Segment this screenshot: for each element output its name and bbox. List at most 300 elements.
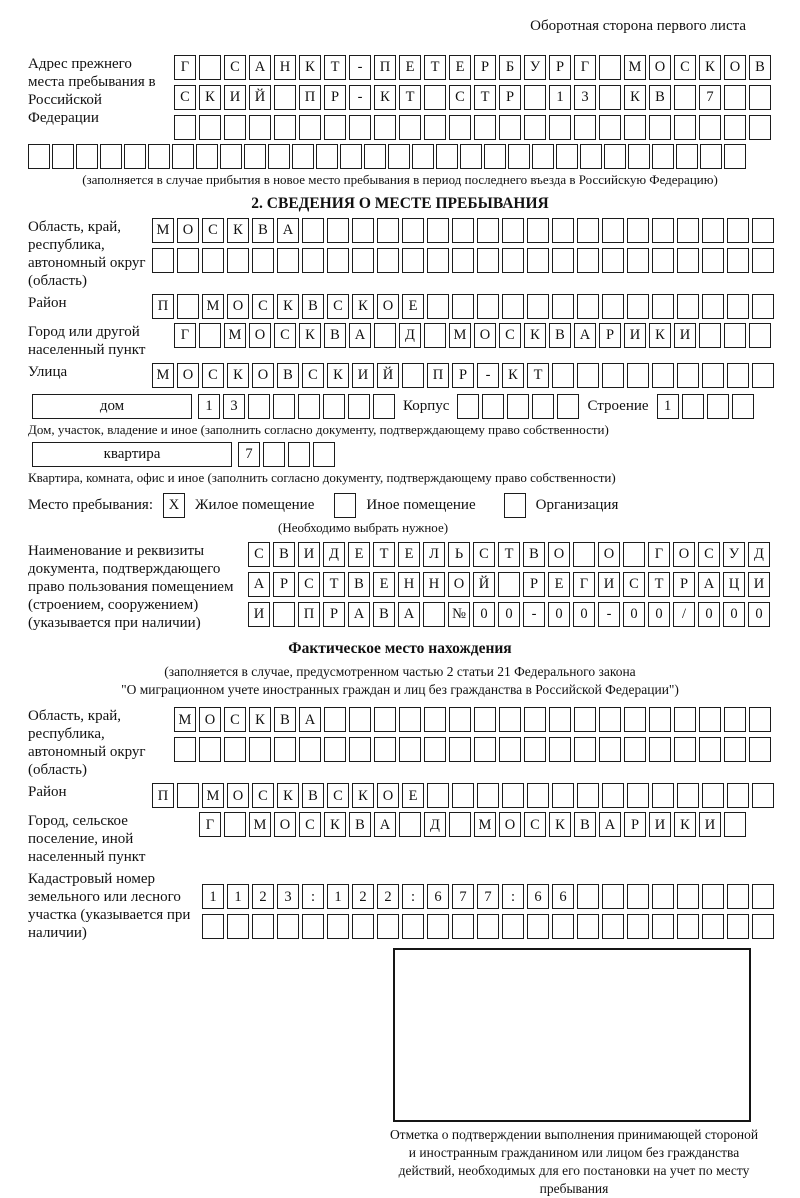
char-box[interactable]: С — [202, 363, 224, 388]
char-box[interactable] — [424, 115, 446, 140]
char-box[interactable] — [652, 294, 674, 319]
char-box[interactable]: К — [649, 323, 671, 348]
char-box[interactable]: Р — [324, 85, 346, 110]
char-box[interactable] — [677, 294, 699, 319]
char-box[interactable]: М — [249, 812, 271, 837]
char-box[interactable]: Т — [324, 55, 346, 80]
char-box[interactable]: А — [348, 602, 370, 627]
char-box[interactable]: С — [524, 812, 546, 837]
checkbox-organizatsiya[interactable] — [504, 493, 526, 518]
char-box[interactable] — [352, 248, 374, 273]
char-box[interactable] — [752, 914, 774, 939]
char-box[interactable]: 0 — [573, 602, 595, 627]
char-box[interactable] — [202, 248, 224, 273]
char-box[interactable] — [299, 115, 321, 140]
char-box[interactable] — [399, 812, 421, 837]
char-box[interactable]: П — [152, 783, 174, 808]
char-box[interactable]: Д — [399, 323, 421, 348]
char-box[interactable] — [702, 248, 724, 273]
char-box[interactable] — [199, 115, 221, 140]
char-box[interactable]: А — [374, 812, 396, 837]
char-box[interactable] — [724, 707, 746, 732]
char-box[interactable] — [602, 294, 624, 319]
char-box[interactable] — [224, 115, 246, 140]
char-box[interactable] — [557, 394, 579, 419]
char-box[interactable]: Т — [498, 542, 520, 567]
char-box[interactable]: 2 — [352, 884, 374, 909]
char-box[interactable] — [577, 363, 599, 388]
char-box[interactable]: Т — [399, 85, 421, 110]
char-box[interactable] — [452, 248, 474, 273]
char-box[interactable] — [549, 737, 571, 762]
char-box[interactable] — [549, 707, 571, 732]
char-box[interactable] — [752, 218, 774, 243]
char-box[interactable]: С — [202, 218, 224, 243]
char-box[interactable] — [224, 812, 246, 837]
char-box[interactable]: К — [277, 294, 299, 319]
char-box[interactable] — [604, 144, 626, 169]
char-box[interactable] — [220, 144, 242, 169]
char-box[interactable]: В — [324, 323, 346, 348]
char-box[interactable]: И — [748, 572, 770, 597]
char-box[interactable]: О — [673, 542, 695, 567]
char-box[interactable]: С — [252, 783, 274, 808]
char-box[interactable]: : — [402, 884, 424, 909]
char-box[interactable] — [377, 914, 399, 939]
char-box[interactable] — [727, 218, 749, 243]
char-box[interactable] — [602, 914, 624, 939]
char-box[interactable]: А — [574, 323, 596, 348]
char-box[interactable]: В — [277, 363, 299, 388]
char-box[interactable] — [727, 884, 749, 909]
char-box[interactable] — [599, 707, 621, 732]
char-box[interactable] — [427, 914, 449, 939]
char-box[interactable] — [732, 394, 754, 419]
char-box[interactable] — [100, 144, 122, 169]
char-box[interactable] — [274, 85, 296, 110]
char-box[interactable] — [457, 394, 479, 419]
char-box[interactable] — [727, 294, 749, 319]
char-box[interactable] — [424, 85, 446, 110]
char-box[interactable] — [449, 707, 471, 732]
char-box[interactable] — [263, 442, 285, 467]
char-box[interactable]: И — [598, 572, 620, 597]
char-box[interactable] — [249, 737, 271, 762]
char-box[interactable] — [727, 783, 749, 808]
char-box[interactable] — [552, 248, 574, 273]
char-box[interactable] — [752, 783, 774, 808]
char-box[interactable] — [652, 218, 674, 243]
char-box[interactable] — [244, 144, 266, 169]
char-box[interactable]: И — [674, 323, 696, 348]
char-box[interactable]: И — [699, 812, 721, 837]
char-box[interactable] — [624, 737, 646, 762]
char-box[interactable] — [599, 115, 621, 140]
char-box[interactable]: М — [224, 323, 246, 348]
char-box[interactable]: С — [623, 572, 645, 597]
char-box[interactable] — [552, 914, 574, 939]
char-box[interactable] — [602, 218, 624, 243]
char-box[interactable]: Т — [424, 55, 446, 80]
checkbox-zhiloe[interactable]: X — [163, 493, 185, 518]
char-box[interactable]: 0 — [698, 602, 720, 627]
char-box[interactable]: Р — [673, 572, 695, 597]
char-box[interactable]: Д — [748, 542, 770, 567]
char-box[interactable]: 0 — [748, 602, 770, 627]
char-box[interactable]: И — [298, 542, 320, 567]
char-box[interactable] — [452, 914, 474, 939]
char-box[interactable] — [316, 144, 338, 169]
char-box[interactable] — [423, 602, 445, 627]
char-box[interactable] — [573, 542, 595, 567]
char-box[interactable] — [724, 115, 746, 140]
char-box[interactable]: С — [248, 542, 270, 567]
char-box[interactable]: К — [699, 55, 721, 80]
char-box[interactable] — [527, 914, 549, 939]
char-box[interactable] — [277, 248, 299, 273]
char-box[interactable] — [436, 144, 458, 169]
char-box[interactable] — [627, 783, 649, 808]
char-box[interactable] — [577, 783, 599, 808]
char-box[interactable] — [532, 144, 554, 169]
char-box[interactable]: К — [549, 812, 571, 837]
char-box[interactable] — [724, 812, 746, 837]
char-box[interactable] — [677, 884, 699, 909]
char-box[interactable] — [352, 218, 374, 243]
char-box[interactable]: В — [252, 218, 274, 243]
char-box[interactable]: С — [698, 542, 720, 567]
char-box[interactable] — [152, 248, 174, 273]
char-box[interactable] — [652, 884, 674, 909]
char-box[interactable] — [677, 914, 699, 939]
char-box[interactable]: Е — [449, 55, 471, 80]
char-box[interactable] — [474, 737, 496, 762]
char-box[interactable]: Р — [323, 602, 345, 627]
char-box[interactable]: С — [499, 323, 521, 348]
char-box[interactable]: М — [202, 783, 224, 808]
char-box[interactable]: М — [624, 55, 646, 80]
char-box[interactable] — [427, 783, 449, 808]
char-box[interactable] — [577, 914, 599, 939]
char-box[interactable]: Д — [424, 812, 446, 837]
char-box[interactable]: 1 — [227, 884, 249, 909]
char-box[interactable] — [477, 294, 499, 319]
char-box[interactable] — [402, 363, 424, 388]
char-box[interactable]: С — [299, 812, 321, 837]
char-box[interactable] — [752, 884, 774, 909]
char-box[interactable] — [124, 144, 146, 169]
char-box[interactable]: С — [473, 542, 495, 567]
char-box[interactable]: К — [277, 783, 299, 808]
char-box[interactable]: Й — [249, 85, 271, 110]
char-box[interactable] — [752, 363, 774, 388]
char-box[interactable]: Й — [473, 572, 495, 597]
char-box[interactable]: Д — [323, 542, 345, 567]
char-box[interactable] — [172, 144, 194, 169]
char-box[interactable] — [707, 394, 729, 419]
char-box[interactable] — [364, 144, 386, 169]
char-box[interactable] — [273, 394, 295, 419]
char-box[interactable] — [76, 144, 98, 169]
char-box[interactable]: 2 — [252, 884, 274, 909]
char-box[interactable] — [552, 363, 574, 388]
char-box[interactable]: А — [277, 218, 299, 243]
char-box[interactable] — [424, 737, 446, 762]
char-box[interactable] — [177, 294, 199, 319]
char-box[interactable]: К — [327, 363, 349, 388]
char-box[interactable]: Р — [474, 55, 496, 80]
char-box[interactable] — [556, 144, 578, 169]
char-box[interactable] — [248, 394, 270, 419]
char-box[interactable] — [524, 707, 546, 732]
char-box[interactable]: Р — [549, 55, 571, 80]
char-box[interactable] — [702, 218, 724, 243]
char-box[interactable]: В — [549, 323, 571, 348]
char-box[interactable] — [577, 884, 599, 909]
char-box[interactable]: - — [477, 363, 499, 388]
char-box[interactable] — [702, 884, 724, 909]
char-box[interactable]: Е — [399, 55, 421, 80]
char-box[interactable] — [402, 218, 424, 243]
char-box[interactable] — [52, 144, 74, 169]
char-box[interactable] — [724, 737, 746, 762]
char-box[interactable]: В — [649, 85, 671, 110]
char-box[interactable] — [527, 783, 549, 808]
char-box[interactable]: М — [474, 812, 496, 837]
char-box[interactable] — [627, 218, 649, 243]
char-box[interactable]: Е — [402, 783, 424, 808]
char-box[interactable] — [302, 218, 324, 243]
char-box[interactable]: Р — [624, 812, 646, 837]
char-box[interactable] — [508, 144, 530, 169]
char-box[interactable] — [288, 442, 310, 467]
char-box[interactable]: А — [299, 707, 321, 732]
char-box[interactable] — [552, 294, 574, 319]
char-box[interactable] — [702, 294, 724, 319]
char-box[interactable] — [477, 248, 499, 273]
char-box[interactable] — [274, 115, 296, 140]
char-box[interactable]: Е — [548, 572, 570, 597]
char-box[interactable] — [477, 783, 499, 808]
char-box[interactable] — [502, 914, 524, 939]
char-box[interactable] — [674, 85, 696, 110]
char-box[interactable]: О — [252, 363, 274, 388]
char-box[interactable]: И — [248, 602, 270, 627]
char-box[interactable]: Г — [573, 572, 595, 597]
char-box[interactable] — [574, 115, 596, 140]
char-box[interactable] — [552, 218, 574, 243]
char-box[interactable]: Е — [402, 294, 424, 319]
char-box[interactable]: С — [224, 55, 246, 80]
char-box[interactable] — [527, 294, 549, 319]
char-box[interactable] — [474, 115, 496, 140]
char-box[interactable] — [624, 707, 646, 732]
char-box[interactable] — [452, 783, 474, 808]
char-box[interactable] — [452, 218, 474, 243]
char-box[interactable]: Г — [574, 55, 596, 80]
char-box[interactable] — [399, 707, 421, 732]
char-box[interactable]: В — [749, 55, 771, 80]
char-box[interactable]: О — [598, 542, 620, 567]
char-box[interactable] — [402, 248, 424, 273]
char-box[interactable]: М — [152, 218, 174, 243]
char-box[interactable] — [502, 294, 524, 319]
char-box[interactable]: 3 — [223, 394, 245, 419]
char-box[interactable]: Т — [474, 85, 496, 110]
char-box[interactable]: Р — [599, 323, 621, 348]
char-box[interactable] — [327, 248, 349, 273]
char-box[interactable]: О — [548, 542, 570, 567]
char-box[interactable] — [424, 323, 446, 348]
char-box[interactable]: М — [174, 707, 196, 732]
char-box[interactable] — [727, 363, 749, 388]
char-box[interactable]: У — [723, 542, 745, 567]
char-box[interactable]: Г — [174, 323, 196, 348]
char-box[interactable]: Р — [499, 85, 521, 110]
char-box[interactable]: О — [377, 783, 399, 808]
char-box[interactable] — [524, 85, 546, 110]
char-box[interactable] — [599, 737, 621, 762]
char-box[interactable]: В — [302, 294, 324, 319]
char-box[interactable]: 1 — [202, 884, 224, 909]
char-box[interactable] — [199, 323, 221, 348]
char-box[interactable] — [749, 323, 771, 348]
char-box[interactable] — [252, 248, 274, 273]
char-box[interactable]: 3 — [277, 884, 299, 909]
char-box[interactable]: Й — [377, 363, 399, 388]
char-box[interactable]: 6 — [427, 884, 449, 909]
char-box[interactable]: Т — [648, 572, 670, 597]
char-box[interactable] — [524, 737, 546, 762]
char-box[interactable]: С — [298, 572, 320, 597]
char-box[interactable] — [652, 248, 674, 273]
char-box[interactable] — [677, 248, 699, 273]
char-box[interactable] — [699, 707, 721, 732]
char-box[interactable] — [649, 707, 671, 732]
char-box[interactable] — [424, 707, 446, 732]
char-box[interactable]: Е — [398, 542, 420, 567]
char-box[interactable]: В — [302, 783, 324, 808]
char-box[interactable] — [527, 248, 549, 273]
char-box[interactable] — [627, 294, 649, 319]
char-box[interactable]: О — [724, 55, 746, 80]
char-box[interactable] — [749, 115, 771, 140]
char-box[interactable] — [377, 248, 399, 273]
char-box[interactable] — [199, 737, 221, 762]
char-box[interactable] — [174, 737, 196, 762]
char-box[interactable] — [374, 707, 396, 732]
char-box[interactable]: К — [227, 363, 249, 388]
char-box[interactable]: 7 — [452, 884, 474, 909]
char-box[interactable] — [352, 914, 374, 939]
char-box[interactable] — [177, 783, 199, 808]
char-box[interactable] — [652, 914, 674, 939]
char-box[interactable]: Г — [199, 812, 221, 837]
char-box[interactable]: А — [248, 572, 270, 597]
char-box[interactable] — [227, 914, 249, 939]
char-box[interactable]: П — [298, 602, 320, 627]
char-box[interactable] — [502, 248, 524, 273]
char-box[interactable]: 0 — [498, 602, 520, 627]
char-box[interactable]: О — [177, 363, 199, 388]
char-box[interactable] — [477, 914, 499, 939]
char-box[interactable]: О — [274, 812, 296, 837]
char-box[interactable] — [202, 914, 224, 939]
char-box[interactable] — [652, 783, 674, 808]
char-box[interactable] — [674, 707, 696, 732]
char-box[interactable]: Т — [373, 542, 395, 567]
char-box[interactable] — [298, 394, 320, 419]
char-box[interactable]: 0 — [648, 602, 670, 627]
char-box[interactable] — [449, 115, 471, 140]
char-box[interactable]: С — [174, 85, 196, 110]
char-box[interactable]: Н — [398, 572, 420, 597]
char-box[interactable] — [482, 394, 504, 419]
char-box[interactable]: М — [202, 294, 224, 319]
char-box[interactable] — [580, 144, 602, 169]
char-box[interactable] — [702, 783, 724, 808]
char-box[interactable] — [273, 602, 295, 627]
char-box[interactable]: У — [524, 55, 546, 80]
char-box[interactable] — [388, 144, 410, 169]
char-box[interactable] — [249, 115, 271, 140]
kvartira-type-box[interactable]: квартира — [32, 442, 232, 467]
char-box[interactable] — [724, 85, 746, 110]
char-box[interactable] — [477, 218, 499, 243]
char-box[interactable] — [752, 294, 774, 319]
char-box[interactable]: И — [224, 85, 246, 110]
char-box[interactable] — [196, 144, 218, 169]
char-box[interactable] — [652, 363, 674, 388]
char-box[interactable]: С — [224, 707, 246, 732]
char-box[interactable] — [274, 737, 296, 762]
char-box[interactable]: С — [327, 294, 349, 319]
char-box[interactable]: В — [348, 572, 370, 597]
char-box[interactable]: К — [249, 707, 271, 732]
char-box[interactable]: К — [352, 783, 374, 808]
char-box[interactable]: А — [398, 602, 420, 627]
char-box[interactable] — [199, 55, 221, 80]
char-box[interactable] — [327, 218, 349, 243]
char-box[interactable] — [399, 115, 421, 140]
char-box[interactable]: Т — [323, 572, 345, 597]
char-box[interactable]: Т — [527, 363, 549, 388]
checkbox-inoe[interactable] — [334, 493, 356, 518]
char-box[interactable]: А — [349, 323, 371, 348]
char-box[interactable]: : — [302, 884, 324, 909]
char-box[interactable] — [577, 218, 599, 243]
char-box[interactable] — [649, 115, 671, 140]
char-box[interactable] — [299, 737, 321, 762]
char-box[interactable]: И — [624, 323, 646, 348]
char-box[interactable] — [427, 248, 449, 273]
char-box[interactable] — [349, 707, 371, 732]
char-box[interactable]: О — [499, 812, 521, 837]
char-box[interactable]: К — [324, 812, 346, 837]
char-box[interactable] — [302, 914, 324, 939]
char-box[interactable] — [627, 914, 649, 939]
char-box[interactable]: 7 — [477, 884, 499, 909]
char-box[interactable]: С — [674, 55, 696, 80]
char-box[interactable]: П — [427, 363, 449, 388]
char-box[interactable]: О — [227, 783, 249, 808]
char-box[interactable] — [374, 323, 396, 348]
char-box[interactable] — [574, 737, 596, 762]
char-box[interactable] — [484, 144, 506, 169]
char-box[interactable]: 1 — [549, 85, 571, 110]
char-box[interactable] — [749, 737, 771, 762]
char-box[interactable]: П — [374, 55, 396, 80]
